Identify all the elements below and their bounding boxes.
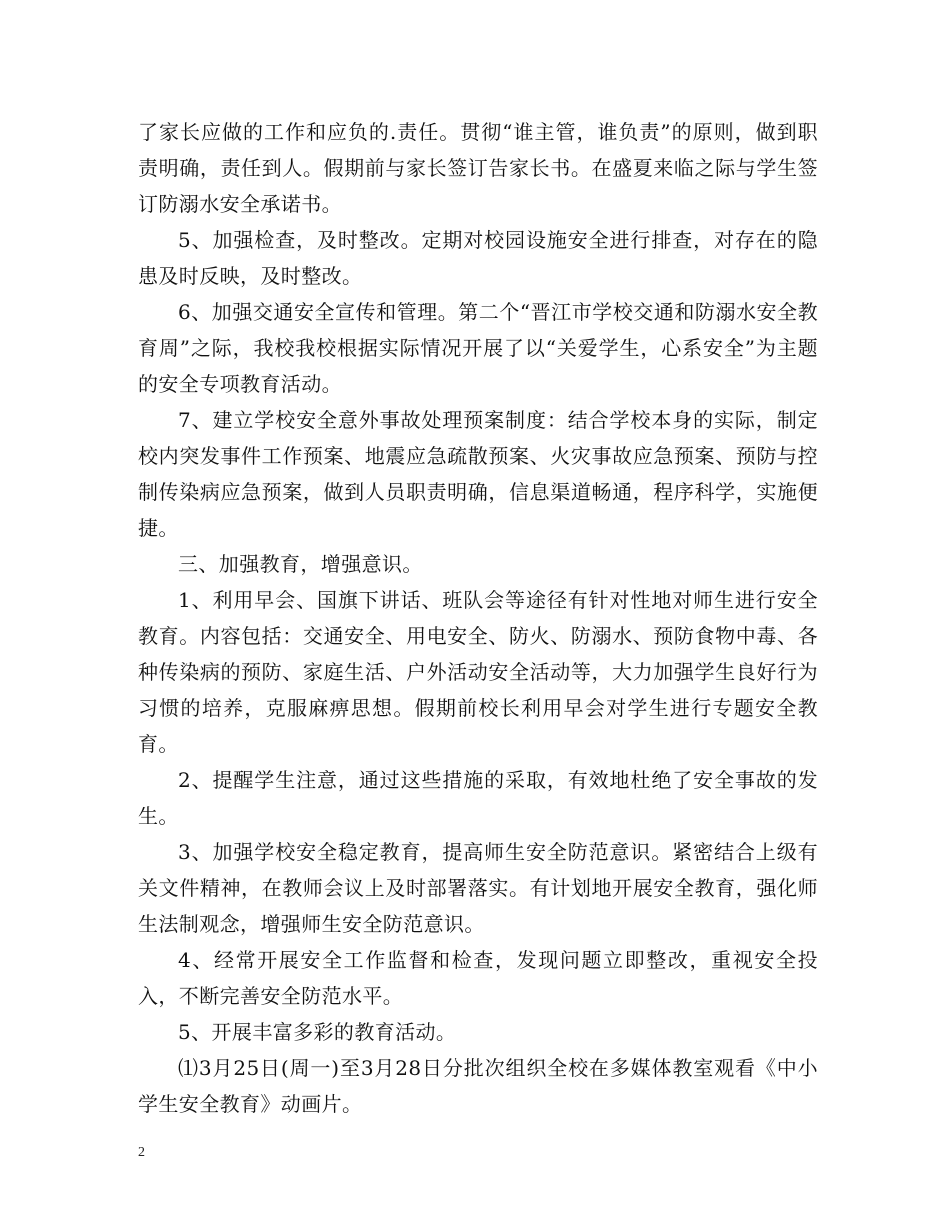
paragraph: 2、提醒学生注意，通过这些措施的采取，有效地杜绝了安全事故的发生。 bbox=[138, 768, 818, 828]
page-number: 2 bbox=[138, 1145, 145, 1160]
paragraph: 1、利用早会、国旗下讲话、班队会等途径有针对性地对师生进行安全教育。内容包括：交通安全、用电安全、防火、防溺水、预防食物中毒、各种传染病的预防、家庭生活、户外活动安全活动等，大力加强学生良好行为习惯的培养，克服麻痹思想。假期前校长利用早会对学生进行专题安全教育。 bbox=[138, 588, 818, 756]
paragraph: 7、建立学校安全意外事故处理预案制度：结合学校本身的实际，制定校内突发事件工作预案、地震应急疏散预案、火灾事故应急预案、预防与控制传染病应急预案，做到人员职责明确，信息渠道畅通，程序科学，实施便捷。 bbox=[138, 408, 818, 540]
paragraph: 3、加强学校安全稳定教育，提高师生安全防范意识。紧密结合上级有关文件精神，在教师会议上及时部署落实。有计划地开展安全教育，强化师生法制观念，增强师生安全防范意识。 bbox=[138, 840, 818, 936]
section-heading: 三、加强教育，增强意识。 bbox=[178, 552, 423, 576]
paragraph: 5、开展丰富多彩的教育活动。 bbox=[178, 1020, 457, 1044]
paragraph: 5、加强检查，及时整改。定期对校园设施安全进行排查，对存在的隐患及时反映，及时整改。 bbox=[138, 228, 818, 288]
paragraph: ⑴3月25日(周一)至3月28日分批次组织全校在多媒体教室观看《中小学生安全教育》动画片。 bbox=[138, 1056, 818, 1116]
paragraph: 了家长应做的工作和应负的.责任。贯彻“谁主管，谁负责”的原则，做到职责明确，责任到人。假期前与家长签订告家长书。在盛夏来临之际与学生签订防溺水安全承诺书。 bbox=[138, 120, 818, 216]
paragraph: 6、加强交通安全宣传和管理。第二个“晋江市学校交通和防溺水安全教育周”之际，我校我校根据实际情况开展了以“关爱学生，心系安全”为主题的安全专项教育活动。 bbox=[138, 300, 818, 396]
paragraph: 4、经常开展安全工作监督和检查，发现问题立即整改，重视安全投入，不断完善安全防范水平。 bbox=[138, 948, 818, 1008]
document-body bbox=[138, 114, 818, 1122]
